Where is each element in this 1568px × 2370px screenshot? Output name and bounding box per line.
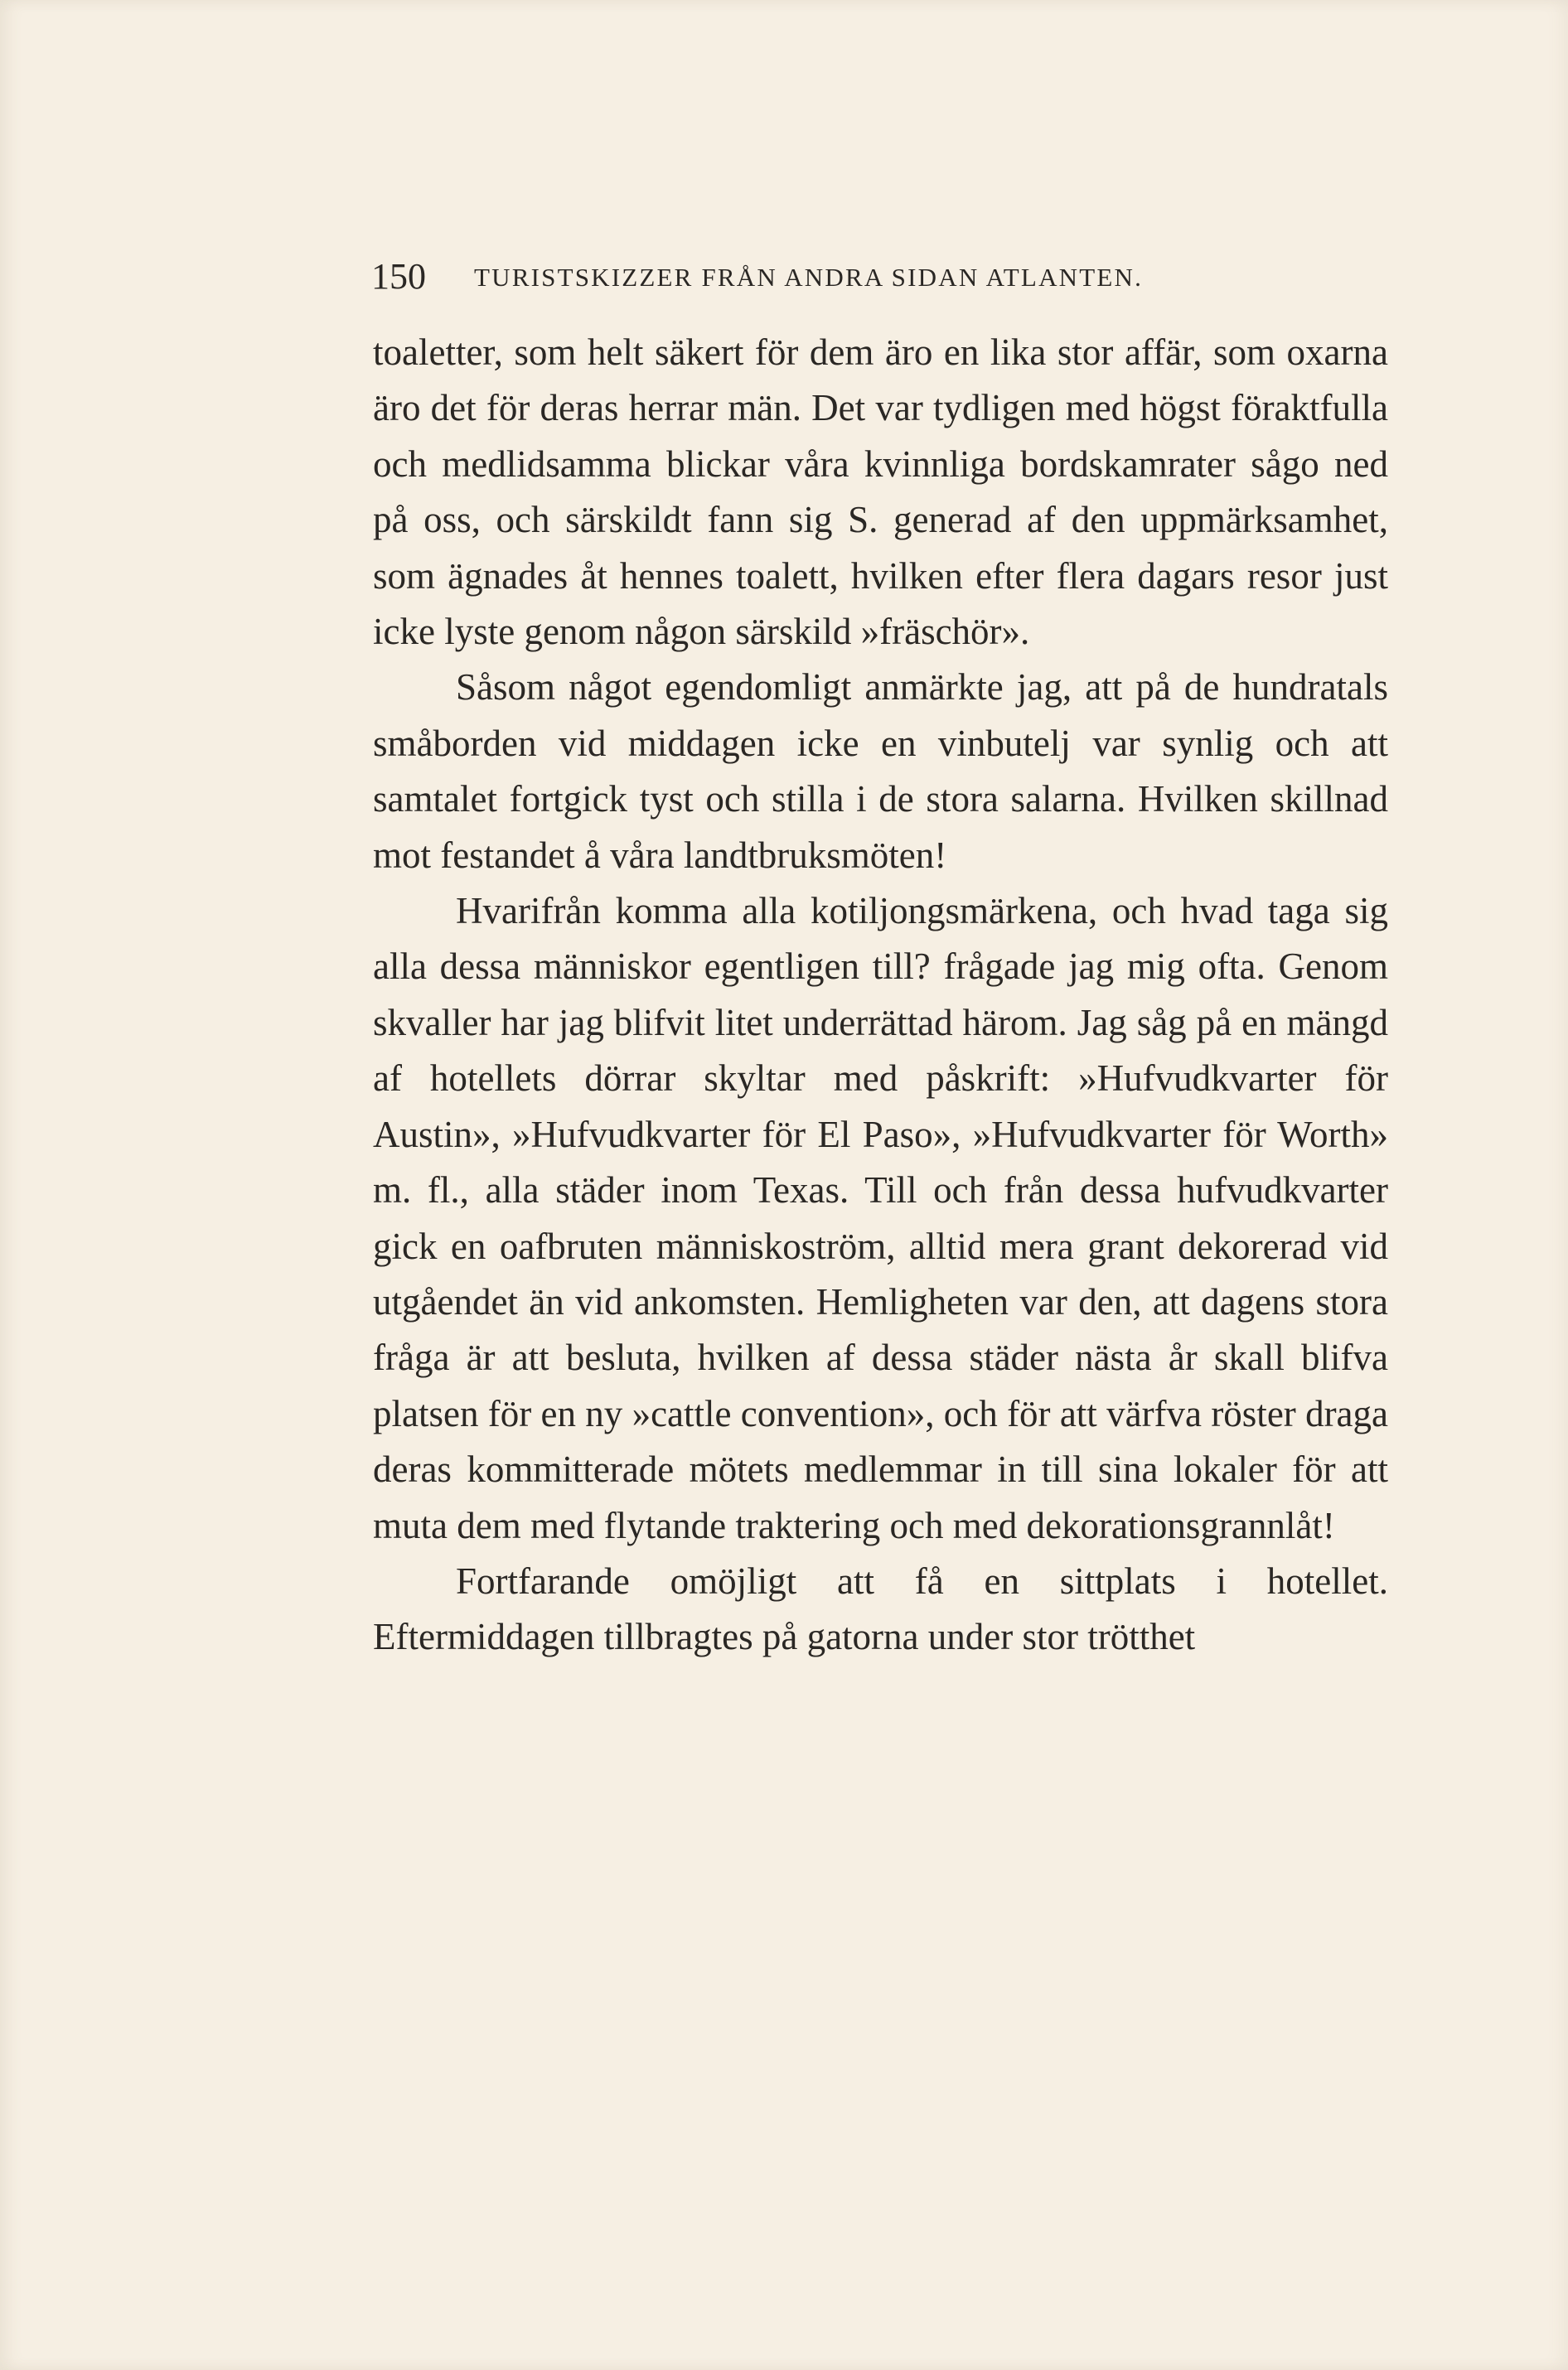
running-head <box>371 252 1391 302</box>
body-text <box>373 325 1388 1666</box>
paragraph-hufvudkvarter: Hvarifrån komma alla kotiljongsmärkena, och hvad taga sig alla dessa människor egentligen till? frågade jag mig ofta. Genom skvaller har jag blifvit litet underrättad härom. Jag såg på en mängd af hotellets dörrar skyltar med påskrift: »Hufvudkvarter för Austin», »Hufvudkvarter för El Paso», »Hufvudkvarter för Worth» m. fl., alla städer inom Texas. Till och från dessa hufvudkvarter gick en oafbruten människoström, alltid mera grant dekorerad vid utgåendet än vid ankomsten. Hemligheten var den, att dagens stora fråga är att besluta, hvilken af dessa städer nästa år skall blifva platsen för en ny »cattle convention», och för att värfva röster draga deras kommitterade mötets medlemmar in till sina lokaler för att muta dem med flytande traktering och med dekorationsgrannlåt! <box>373 890 1388 1546</box>
paragraph-sittplats: Fortfarande omöjligt att få en sittplats i hotellet. Eftermiddagen tillbragtes på gatorna under stor trötthet <box>373 1560 1388 1658</box>
paragraph-continued: toaletter, som helt säkert för dem äro en lika stor affär, som oxarna äro det för deras herrar män. Det var tydligen med högst föraktfulla och medlidsamma blickar våra kvinnliga bordskamrater sågo ned på oss, och särskildt fann sig S. generad af den uppmärksamhet, som ägnades åt hennes toalett, hvilken efter flera dagars resor just icke lyste genom någon särskild »fräschör». <box>373 331 1388 653</box>
paragraph-smaborden: Såsom något egendomligt anmärkte jag, att på de hundratals småborden vid middagen icke en vinbutelj var synlig och att samtalet fortgick tyst och stilla i de stora salarna. Hvilken skillnad mot festandet å våra landtbruksmöten! <box>373 666 1388 876</box>
running-title: TURISTSKIZZER FRÅN ANDRA SIDAN ATLANTEN. <box>474 263 1144 292</box>
page-number: 150 <box>371 256 426 297</box>
